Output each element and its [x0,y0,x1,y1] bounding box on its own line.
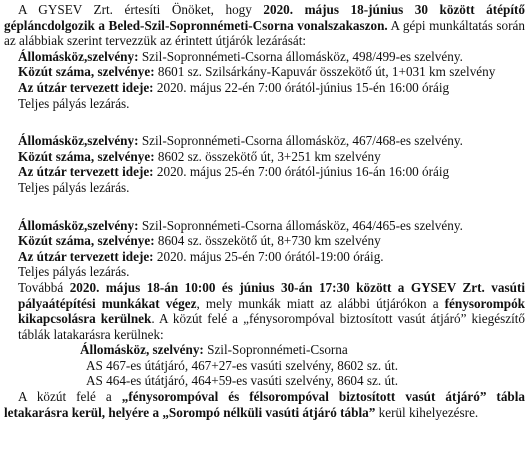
crossings-station-label: Állomásköz, szelvény: [80,342,204,358]
road-value: 8602 sz. összekötő út, 3+251 km szelvény [154,148,381,164]
closure-road-line [18,64,525,80]
final-bold: „fénysorompóval és félsorompóval biztosított vasút átjáró” tábla letakarásra kerül, helyére a „Sorompó nélküli vasúti átjáró tábla” [4,389,526,420]
spacer [4,196,525,218]
further-text: Továbbá [18,279,70,295]
time-label: Az útzár tervezett ideje: [18,164,154,180]
final-paragraph [4,389,525,420]
crossing-line-1: AS 467-es útátjáró, 467+27-es vasúti szelvény, 8602 sz. út. [86,357,399,373]
time-value: 2020. május 25-én 7:00 órától-19:00 óráig. [153,248,384,264]
intro-text-2: A gépi munkáltatás során az alábbiak szerint tervezzük az érintett útjárók lezárását: [4,17,525,49]
spacer [4,111,525,133]
further-text-3: . A közút felé a „fénysorompóval biztosított vasút átjáró” kiegészítő táblák latakarásra kerülnek: [18,311,525,342]
road-label: Közút száma, szelvénye: [18,64,155,80]
crossings-station-line [80,342,525,358]
further-paragraph [18,280,525,342]
intro-text: A GYSEV Zrt. értesíti Önöket, hogy [18,2,264,17]
further-text-2: , mely munkák miatt az alábbi útjárókon a [196,295,445,311]
station-label: Állomásköz,szelvény: [18,48,139,64]
crossing-line-2: AS 464-es útátjáró, 464+59-es vasúti szelvény, 8604 sz. út. [86,373,399,389]
closure-time-line [18,249,525,265]
road-value: 8604 sz. összekötő út, 8+730 km szelvény [154,233,381,249]
time-value: 2020. május 22-én 7:00 órától-június 15-én 16:00 óráig [153,79,450,95]
further-bold: 2020. május 18-án 10:00 és június 30-án 17:30 között a GYSEV Zrt. vasúti pályaátépítési munkákat végez [18,279,526,311]
station-value: Szil-Sopronnémeti-Csorna állomásköz, 467/468-es szelvény. [138,133,463,149]
road-value: 8601 sz. Szilsárkány-Kapuvár összekötő út, 1+031 km szelvény [154,64,496,80]
intro-bold: 2020. május 18-június 30 között átépítő gépláncdolgozik a Beled-Szil-Sopronnémeti-Csorna vonalszakaszon. [4,2,526,33]
time-value: 2020. május 25-én 7:00 órától-június 16-án 16:00 óráig [153,164,450,180]
closure-station-line [18,218,525,234]
intro-paragraph [4,2,525,49]
closure-full-line: Teljes pályás lezárás. [18,179,130,195]
closure-full-line: Teljes pályás lezárás. [18,95,130,111]
road-label: Közút száma, szelvénye: [18,148,155,164]
closure-road-line [18,233,525,249]
closure-full-line: Teljes pályás lezárás. [18,264,130,280]
final-text-2: kerül kihelyezésre. [375,404,479,420]
closure-time-line [18,164,525,180]
station-value: Szil-Sopronnémeti-Csorna állomásköz, 464/465-es szelvény. [138,217,463,233]
closure-station-line [18,133,525,149]
closure-time-line [18,80,525,96]
station-value: Szil-Sopronnémeti-Csorna állomásköz, 498/499-es szelvény. [138,48,463,64]
further-bold-2: fénysorompók kikapcsolásra kerülnek [18,295,526,327]
crossings-station-value: Szil-Sopronnémeti-Csorna [203,342,348,358]
station-label: Állomásköz,szelvény: [18,217,139,233]
time-label: Az útzár tervezett ideje: [18,248,154,264]
closure-station-line [18,49,525,65]
road-label: Közút száma, szelvénye: [18,233,155,249]
closure-block-2 [18,133,525,195]
closure-block-3 [18,218,525,280]
final-text: A közút felé a [18,389,122,405]
crossings-block [4,342,525,389]
closure-road-line [18,149,525,165]
station-label: Állomásköz,szelvény: [18,133,139,149]
time-label: Az útzár tervezett ideje: [18,79,154,95]
closure-block-1 [18,49,525,111]
